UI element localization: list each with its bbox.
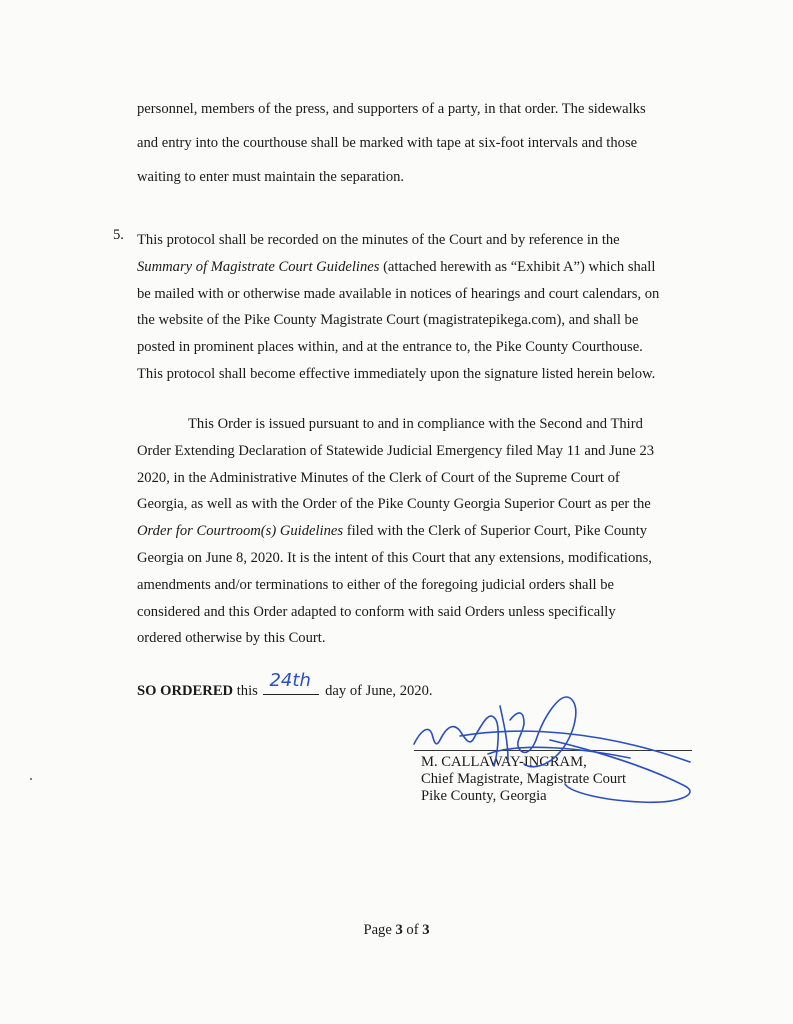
text-line: personnel, members of the press, and supporters of a party, in that order. The sidewalks [137, 101, 646, 117]
page-number: 3 [395, 922, 403, 938]
signer-location: Pike County, Georgia [421, 788, 547, 804]
text-line: 2020, in the Administrative Minutes of the Clerk of Court of the Supreme Court of [137, 469, 620, 486]
scan-speck [30, 778, 32, 780]
text-line: the website of the Pike County Magistrate Court (magistratepikega.com), and shall be [137, 312, 639, 329]
text-line: and entry into the courthouse shall be marked with tape at six-foot intervals and those [137, 135, 638, 151]
signer-name: M. CALLAWAY-INGRAM, [421, 754, 587, 770]
text-fragment: day of June, 2020. [321, 683, 433, 699]
page-label: Page [363, 922, 396, 938]
text-line: be mailed with or otherwise made available in notices of hearings and court calendars, on [137, 285, 660, 302]
text-line: ordered otherwise by this Court. [137, 630, 326, 647]
text-fragment: (attached herewith as “Exhibit A”) which shall [379, 258, 656, 275]
italic-title: Order for Courtroom(s) Guidelines [137, 523, 344, 540]
of-label: of [402, 922, 423, 938]
page-footer [0, 922, 793, 939]
text-line [137, 411, 654, 438]
text-fragment: This Order is issued pursuant to and in compliance with the Second and Third [188, 416, 643, 432]
text-line: considered and this Order adapted to conform with said Orders unless specifically [137, 603, 616, 620]
text-line [137, 254, 659, 281]
text-line: Order Extending Declaration of Statewide Judicial Emergency filed May 11 and June 23 [137, 442, 655, 459]
page-total: 3 [422, 922, 430, 938]
text-fragment: filed with the Clerk of Superior Court, Pike County [343, 523, 648, 540]
order-paragraph [137, 411, 654, 652]
signer-title: Chief Magistrate, Magistrate Court [421, 771, 627, 787]
handwritten-day: 24th [269, 670, 311, 691]
so-ordered-line [137, 670, 433, 700]
text-line: This protocol shall be recorded on the minutes of the Court and by reference in the [137, 232, 620, 248]
text-line: amendments and/or terminations to either of the foregoing judicial orders shall be [137, 576, 614, 593]
day-blank [263, 670, 319, 695]
text-line: Georgia, as well as with the Order of the Pike County Georgia Superior Court as per the [137, 496, 651, 513]
signature-line [414, 750, 692, 751]
item-number: 5. [113, 227, 124, 243]
text-fragment: this [233, 683, 262, 699]
text-line [137, 518, 654, 545]
italic-title: Summary of Magistrate Court Guidelines [137, 258, 380, 275]
text-line: This protocol shall become effective immediately upon the signature listed herein below. [137, 365, 656, 382]
text-line: waiting to enter must maintain the separation. [137, 169, 405, 185]
signature-block [421, 754, 626, 805]
text-line: posted in prominent places within, and at the entrance to, the Pike County Courthouse. [137, 339, 643, 356]
paragraph-continuation [137, 92, 646, 194]
item-body [137, 227, 659, 388]
text-line: Georgia on June 8, 2020. It is the intent of this Court that any extensions, modifications, [137, 549, 652, 566]
so-ordered-label: SO ORDERED [137, 683, 234, 699]
